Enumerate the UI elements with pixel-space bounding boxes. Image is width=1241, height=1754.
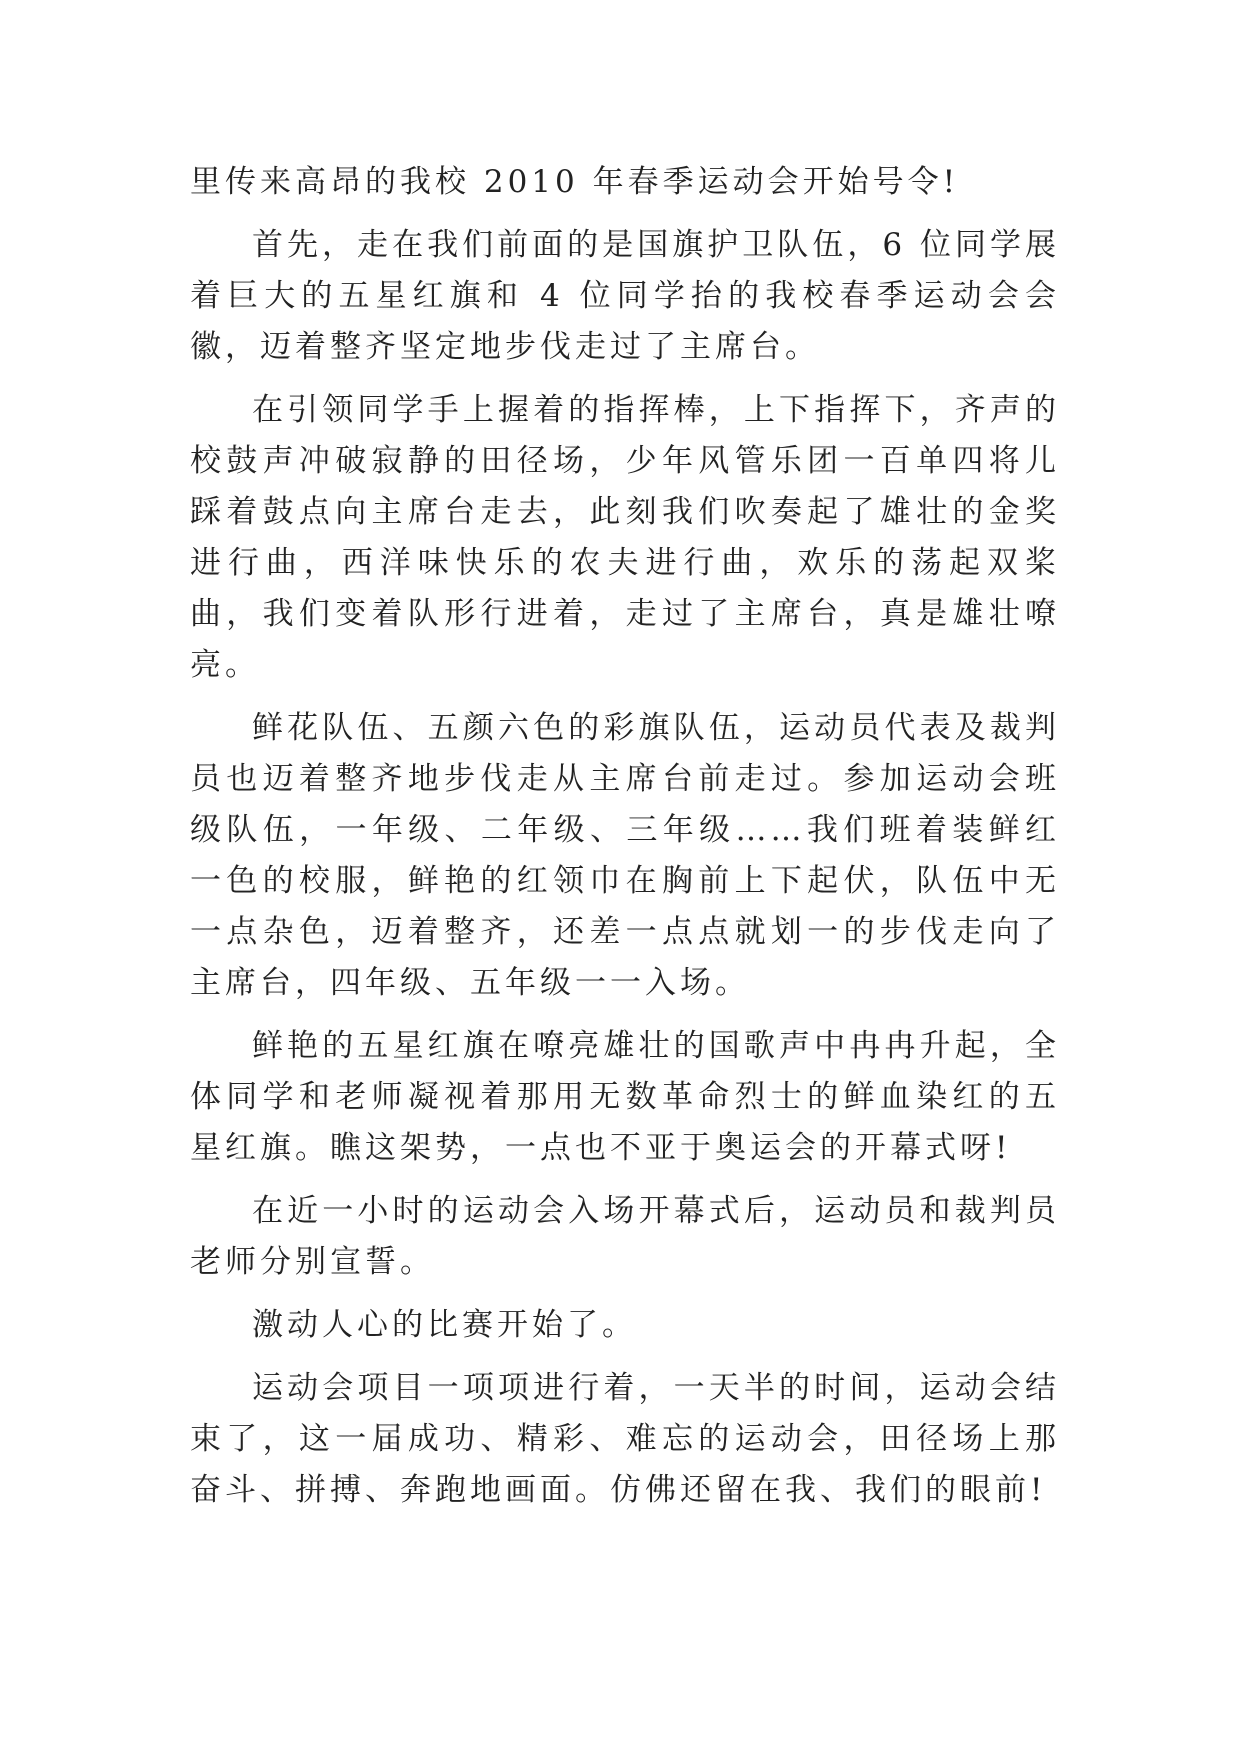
paragraph-6: 在近一小时的运动会入场开幕式后，运动员和裁判员老师分别宣誓。 [190, 1193, 1060, 1280]
paragraph-1: 里传来高昂的我校 2010 年春季运动会开始号令! [190, 164, 960, 200]
paragraph-3: 在引领同学手上握着的指挥棒，上下指挥下，齐声的校鼓声冲破寂静的田径场，少年风管乐团一百单四将儿踩着鼓点向主席台走去，此刻我们吹奏起了雄壮的金奖进行曲，西洋味快乐的农夫进行曲，欢乐的荡起双桨曲，我们变着队形行进着，走过了主席台，真是雄壮嘹亮。 [190, 392, 1060, 683]
paragraph-7: 激动人心的比赛开始了。 [252, 1307, 637, 1343]
paragraph-5: 鲜艳的五星红旗在嘹亮雄壮的国歌声中冉冉升起，全体同学和老师凝视着那用无数革命烈士的鲜血染红的五星红旗。瞧这架势，一点也不亚于奥运会的开幕式呀! [190, 1028, 1060, 1166]
paragraph-8: 运动会项目一项项进行着，一天半的时间，运动会结束了，这一届成功、精彩、难忘的运动会，田径场上那奋斗、拼搏、奔跑地画面。仿佛还留在我、我们的眼前! [190, 1370, 1060, 1508]
paragraph-2: 首先，走在我们前面的是国旗护卫队伍，6 位同学展着巨大的五星红旗和 4 位同学抬的我校春季运动会会徽，迈着整齐坚定地步伐走过了主席台。 [190, 227, 1060, 365]
document-body [190, 157, 1060, 1528]
paragraph-4: 鲜花队伍、五颜六色的彩旗队伍，运动员代表及裁判员也迈着整齐地步伐走从主席台前走过。参加运动会班级队伍，一年级、二年级、三年级……我们班着装鲜红一色的校服，鲜艳的红领巾在胸前上下起伏，队伍中无一点杂色，迈着整齐，还差一点点就划一的步伐走向了主席台，四年级、五年级一一入场。 [190, 710, 1060, 1001]
